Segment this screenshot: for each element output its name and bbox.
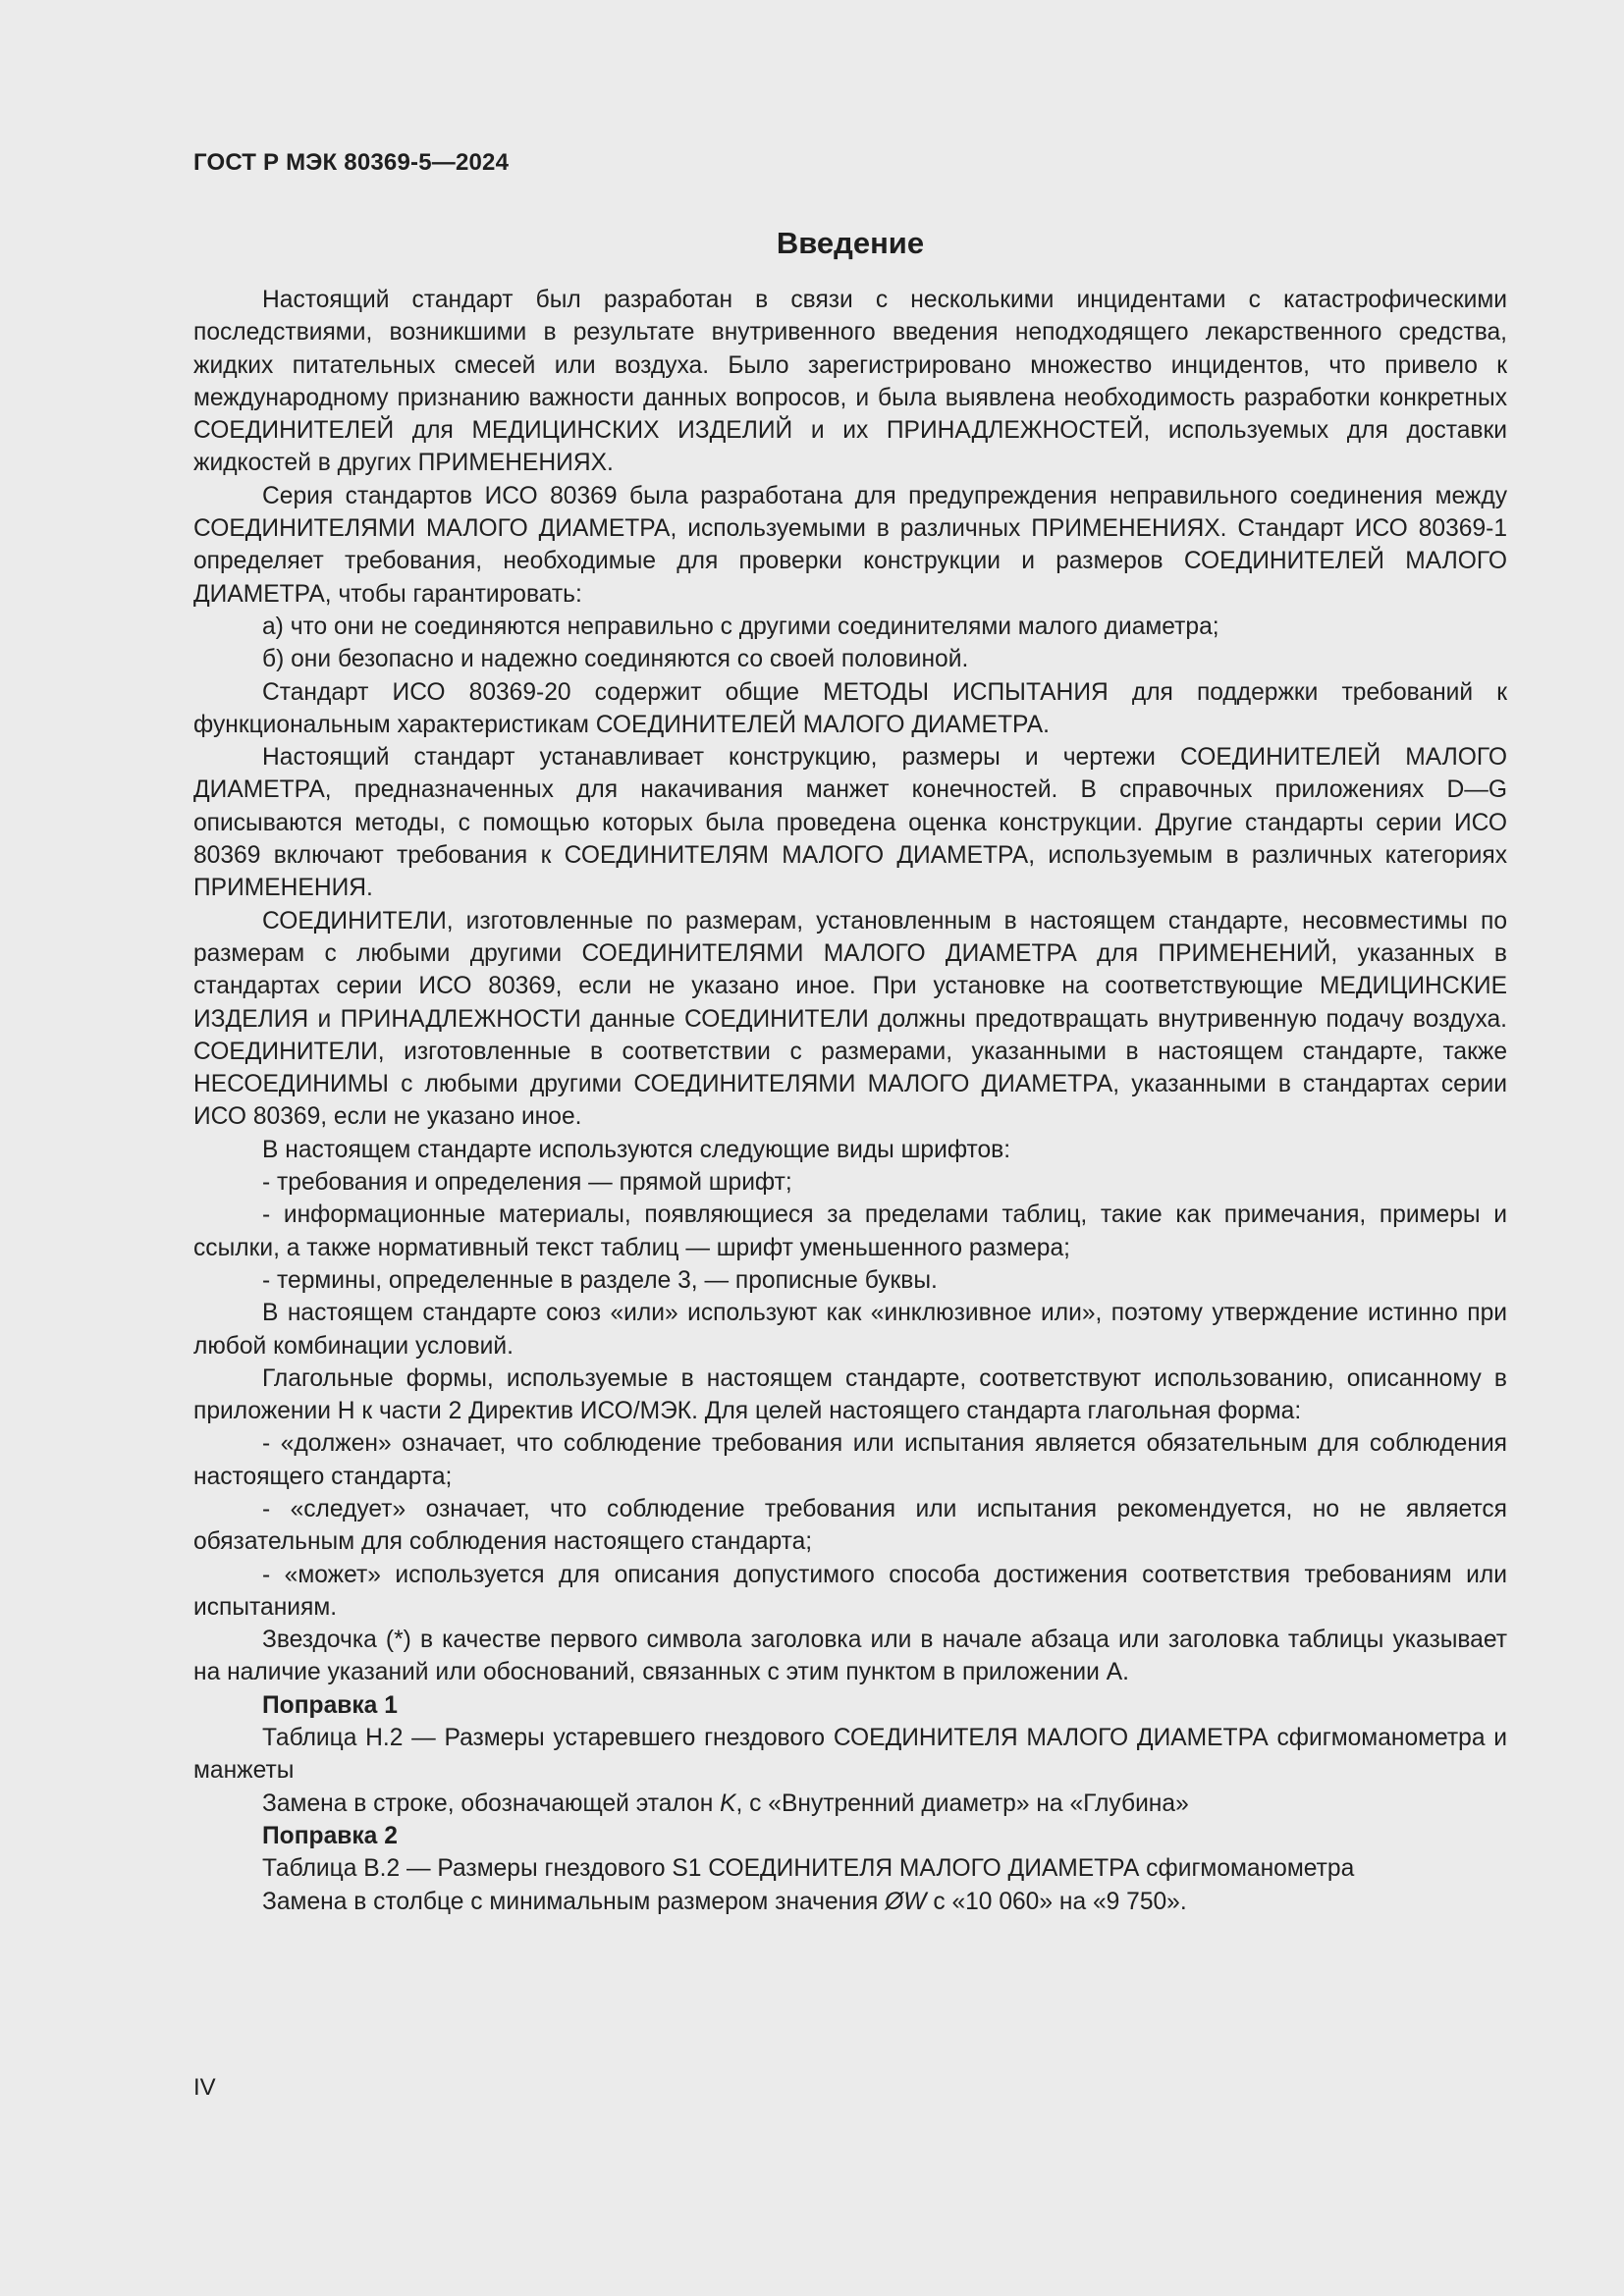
body-text bbox=[193, 284, 1507, 1918]
font-list-item-1: - требования и определения — прямой шрифт; bbox=[262, 1169, 792, 1197]
intro-paragraph-3: Стандарт ИСО 80369-20 содержит общие МЕТОДЫ ИСПЫТАНИЯ для поддержки требований к функциональным характеристикам СОЕДИНИТЕЛЕЙ МАЛОГО ДИАМЕТРА. bbox=[193, 678, 1507, 738]
list-item-a: а) что они не соединяются неправильно с другими соединителями малого диаметра; bbox=[262, 613, 1219, 640]
intro-paragraph-1: Настоящий стандарт был разработан в связи с несколькими инцидентами с катастрофическими последствиями, возникшими в результате внутривенного введения неподходящего лекарственного средства, жидких питательных смесей или воздуха. Было зарегистрировано множество инцидентов, что привело к международному признанию важности данных вопросов, и была выявлена необходимость разработки конкретных СОЕДИНИТЕЛЕЙ для МЕДИЦИНСКИХ ИЗДЕЛИЙ и их ПРИНАДЛЕЖНОСТЕЙ, используемых для доставки жидкостей в других ПРИМЕНЕНИЯХ. bbox=[193, 287, 1507, 477]
document-header: ГОСТ Р МЭК 80369-5—2024 bbox=[193, 149, 510, 176]
amendment-1-change bbox=[193, 1788, 1507, 1820]
verb-form-item-3: - «может» используется для описания допустимого способа достижения соответствия требованиям или испытаниям. bbox=[193, 1561, 1507, 1621]
intro-paragraph-7: В настоящем стандарте союз «или» используют как «инклюзивное или», поэтому утверждение истинно при любой комбинации условий. bbox=[193, 1300, 1507, 1360]
section-title: Введение bbox=[776, 226, 925, 260]
amendment-2-heading: Поправка 2 bbox=[262, 1822, 398, 1849]
amendment-2-change-text-end: с «10 060» на «9 750». bbox=[926, 1888, 1187, 1915]
intro-paragraph-4: Настоящий стандарт устанавливает конструкцию, размеры и чертежи СОЕДИНИТЕЛЕЙ МАЛОГО ДИАМЕТРА, предназначенных для накачивания манжет конечностей. В справочных приложениях D—G описываются методы, с помощью которых была проведена оценка конструкции. Другие стандарты серии ИСО 80369 включают требования к СОЕДИНИТЕЛЯМ МАЛОГО ДИАМЕТРА, используемым в различных категориях ПРИМЕНЕНИЯ. bbox=[193, 744, 1507, 902]
intro-paragraph-8: Глагольные формы, используемые в настоящем стандарте, соответствуют использованию, описанному в приложении H к части 2 Директив ИСО/МЭК. Для целей настоящего стандарта глагольная форма: bbox=[193, 1364, 1507, 1425]
font-list-item-3: - термины, определенные в разделе 3, — прописные буквы. bbox=[262, 1266, 938, 1294]
amendment-2-change bbox=[193, 1886, 1507, 1918]
amendment-2-table-ref: Таблица B.2 — Размеры гнездового S1 СОЕДИНИТЕЛЯ МАЛОГО ДИАМЕТРА сфигмоманометра bbox=[262, 1855, 1355, 1883]
verb-form-item-1: - «должен» означает, что соблюдение требования или испытания является обязательным для соблюдения настоящего стандарта; bbox=[193, 1430, 1507, 1490]
intro-paragraph-9: Звездочка (*) в качестве первого символа заголовка или в начале абзаца или заголовка таблицы указывает на наличие указаний или обоснований, связанных с этим пунктом в приложении А. bbox=[193, 1627, 1507, 1686]
intro-paragraph-2: Серия стандартов ИСО 80369 была разработана для предупреждения неправильного соединения между СОЕДИНИТЕЛЯМИ МАЛОГО ДИАМЕТРА, используемыми в различных ПРИМЕНЕНИЯХ. Стандарт ИСО 80369-1 определяет требования, необходимые для проверки конструкции и размеров СОЕДИНИТЕЛЕЙ МАЛОГО ДИАМЕТРА, чтобы гарантировать: bbox=[193, 482, 1507, 608]
amendment-1-change-text: Замена в строке, обозначающей эталон bbox=[262, 1789, 721, 1817]
font-list-item-2: - информационные материалы, появляющиеся за пределами таблиц, такие как примечания, примеры и ссылки, а также нормативный текст таблиц — шрифт уменьшенного размера; bbox=[193, 1201, 1507, 1261]
list-item-b: б) они безопасно и надежно соединяются со своей половиной. bbox=[262, 646, 969, 673]
page-number: IV bbox=[193, 2074, 216, 2101]
amendment-1-change-text-end: , с «Внутренний диаметр» на «Глубина» bbox=[735, 1789, 1189, 1817]
amendment-1-symbol: K bbox=[720, 1789, 736, 1817]
amendment-2-symbol: ØW bbox=[885, 1888, 927, 1915]
intro-paragraph-5: СОЕДИНИТЕЛИ, изготовленные по размерам, установленным в настоящем стандарте, несовместимы по размерам с любыми другими СОЕДИНИТЕЛЯМИ МАЛОГО ДИАМЕТРА для ПРИМЕНЕНИЙ, указанных в стандартах серии ИСО 80369, если не указано иное. При установке на соответствующие МЕДИЦИНСКИЕ ИЗДЕЛИЯ и ПРИНАДЛЕЖНОСТИ данные СОЕДИНИТЕЛИ должны предотвращать внутривенную подачу воздуха. СОЕДИНИТЕЛИ, изготовленные в соответствии с размерами, указанными в настоящем стандарте, также НЕСОЕДИНИМЫ с любыми другими СОЕДИНИТЕЛЯМИ МАЛОГО ДИАМЕТРА, указанными в стандартах серии ИСО 80369, если не указано иное. bbox=[193, 907, 1507, 1131]
amendment-1-table-ref: Таблица H.2 — Размеры устаревшего гнездового СОЕДИНИТЕЛЯ МАЛОГО ДИАМЕТРА сфигмоманометра и манжеты bbox=[193, 1725, 1507, 1785]
amendment-1-heading: Поправка 1 bbox=[262, 1691, 398, 1719]
verb-form-item-2: - «следует» означает, что соблюдение требования или испытания рекомендуется, но не является обязательным для соблюдения настоящего стандарта; bbox=[193, 1495, 1507, 1556]
amendment-2-change-text: Замена в столбце с минимальным размером значения bbox=[262, 1888, 886, 1915]
intro-paragraph-6: В настоящем стандарте используются следующие виды шрифтов: bbox=[262, 1136, 1011, 1163]
